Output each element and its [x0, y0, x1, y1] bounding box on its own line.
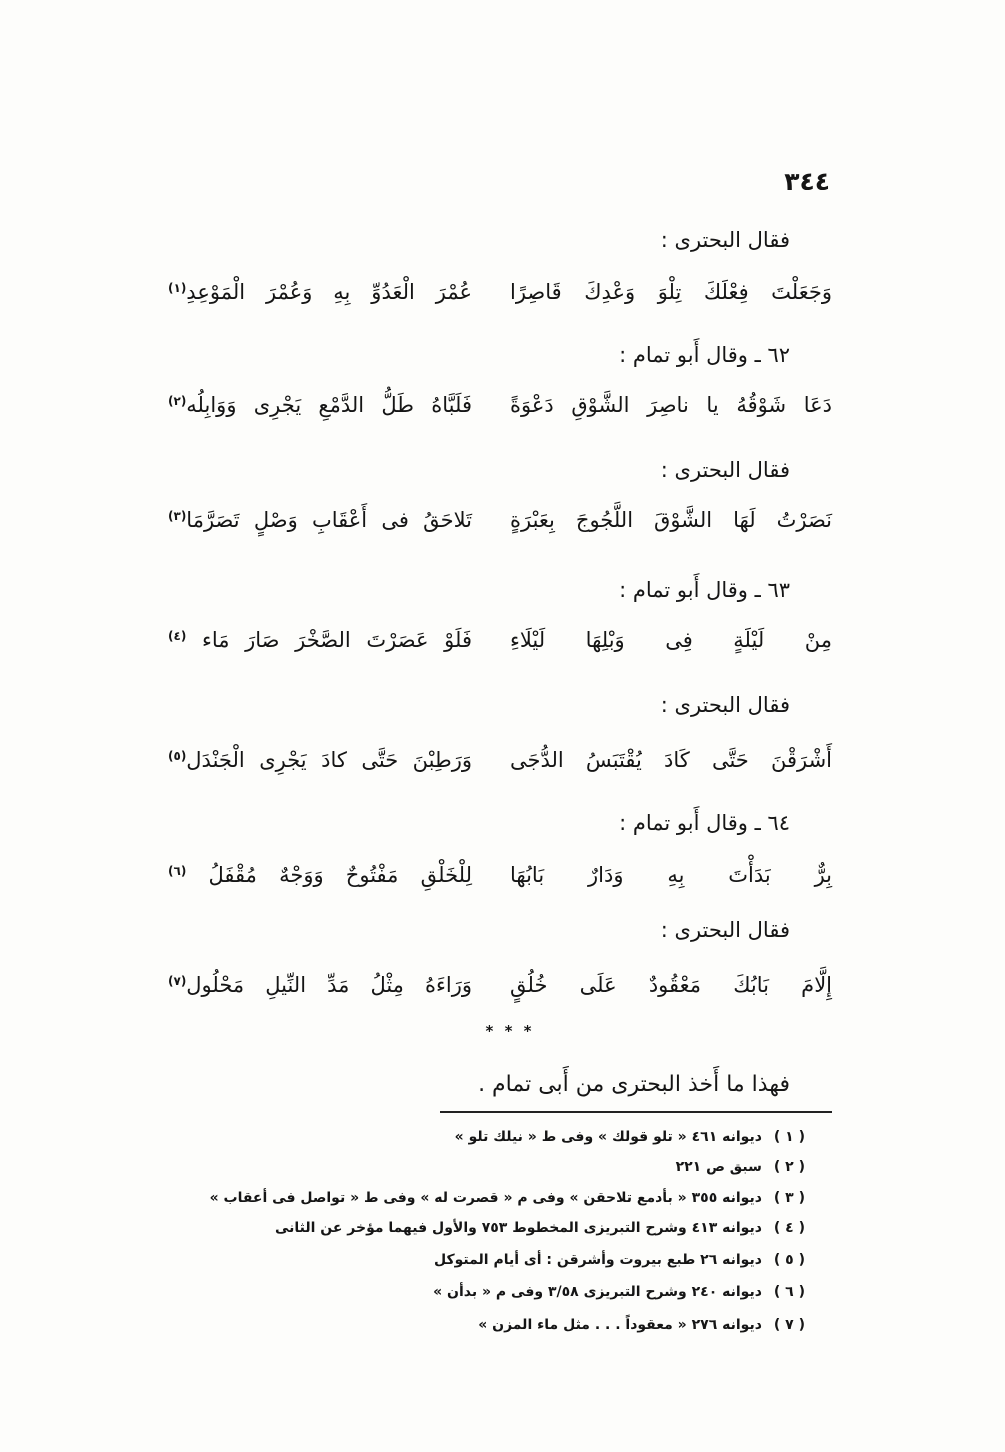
heading-line: فقال البحترى :	[660, 228, 790, 252]
verse-second-hemistich-text: عُمْرَ الْعَدُوِّ بِهِ وَعُمْرَ الْمَوْعِدِ	[186, 280, 472, 304]
verse-second-hemistich	[168, 272, 472, 315]
footnote-item	[433, 1280, 805, 1304]
verse-first-hemistich: إِلَّامَ بَابُكَ مَعْقُودٌ عَلَى خُلُقٍ	[510, 973, 832, 997]
footnote-ref: (٥)	[168, 749, 187, 763]
footnote-marker: ( ٣ )	[773, 1190, 805, 1206]
verse-second-hemistich-text: وَرَاءَهُ مِثْلُ مَدِّ النِّيلِ مَحْلُول	[186, 973, 472, 997]
footnote-text: ديوانه ٢٧٦ « معقوداً . . . مثل ماء المزن »	[478, 1317, 762, 1333]
footnote-ref: (٤)	[168, 629, 187, 643]
footnote-item	[275, 1216, 805, 1240]
footnote-marker: ( ٥ )	[773, 1252, 805, 1268]
footnote-ref: (٢)	[168, 394, 187, 408]
closing-line: فهذا ما أَخذ البحترى من أَبى تمام .	[478, 1072, 790, 1097]
verse	[0, 385, 1005, 425]
heading-line: فقال البحترى :	[660, 918, 790, 942]
verse-second-hemistich	[168, 620, 472, 663]
verse-second-hemistich-text: فَلَبَّاهُ طَلُّ الدَّمْعِ يَجْرِى وَوَابِلُه	[186, 393, 472, 417]
heading-line: ٦٤ ـ وقال أَبو تمام :	[619, 811, 790, 835]
verse	[0, 620, 1005, 660]
footnote-marker: ( ٧ )	[773, 1317, 805, 1333]
footnote-text: ديوانه ٤٦١ « تلو قولك » وفى ط « نيلك تلو »	[454, 1129, 762, 1145]
verse-first-hemistich: بِرٌّ بَدَأْتَ بِهِ وَدَارٌ بَابُهَا	[510, 863, 832, 887]
footnote-item	[210, 1186, 805, 1210]
footnote-rule	[440, 1111, 832, 1113]
verse-first-hemistich: أَشْرَقْنَ حَتَّى كَادَ يُقْتَبَسُ الدُّجَى	[510, 748, 832, 772]
footnote-ref: (٦)	[168, 864, 187, 878]
footnote-marker: ( ٢ )	[773, 1159, 805, 1175]
heading-line: فقال البحترى :	[660, 693, 790, 717]
verse	[0, 965, 1005, 1005]
verse	[0, 272, 1005, 312]
page-number: ٣٤٤	[784, 167, 830, 196]
heading-line: فقال البحترى :	[660, 458, 790, 482]
footnote-text: ديوانه ٣٥٥ « بأدمع تلاحقن » وفى م « قصرت له » وفى ط « تواصل فى أعقاب »	[209, 1190, 762, 1206]
footnote-text: ديوانه ٢٦ طبع بيروت وأشرقن : أى أيام المتوكل	[434, 1252, 762, 1268]
footnote-item	[455, 1125, 805, 1149]
verse-second-hemistich-text: وَرَطِبْنَ حَتَّى كادَ يَجْرِى الْجَنْدَل	[186, 748, 472, 772]
verse-second-hemistich	[168, 855, 472, 898]
footnote-text: سبق ص ٢٢١	[675, 1159, 762, 1175]
verse-second-hemistich	[168, 385, 472, 428]
verse-second-hemistich-text: تَلاحَقُ فى أَعْقَابِ وَصْلٍ تَصَرَّمَا	[186, 508, 472, 532]
footnote-item	[478, 1313, 805, 1337]
verse-first-hemistich: مِنْ لَيْلَةٍ فِى وَبْلِهَا لَيْلَاءِ	[510, 628, 832, 652]
verse-second-hemistich-text: فَلَوْ عَصَرْتَ الصَّخْرَ صَارَ مَاء	[201, 628, 472, 652]
footnote-marker: ( ١ )	[773, 1129, 805, 1145]
verse	[0, 855, 1005, 895]
footnote-text: ديوانه ٢٤٠ وشرح التبريزى ٣/٥٨ وفى م « بدأن »	[433, 1284, 762, 1300]
footnote-item	[434, 1248, 805, 1272]
verse-first-hemistich: نَصَرْتُ لَهَا الشَّوْقَ اللَّجُوجَ بِعَبْرَةٍ	[510, 508, 832, 532]
verse-first-hemistich: وَجَعَلْتَ فِعْلَكَ تِلْوَ وَعْدِكَ قَاصِرًا	[510, 280, 832, 304]
footnote-ref: (١)	[168, 281, 187, 295]
verse-second-hemistich	[168, 740, 472, 783]
heading-line: ٦٢ ـ وقال أَبو تمام :	[619, 343, 790, 367]
footnote-marker: ( ٤ )	[773, 1220, 805, 1236]
heading-line: ٦٣ ـ وقال أَبو تمام :	[619, 578, 790, 602]
verse-second-hemistich	[168, 500, 472, 543]
verse-second-hemistich	[168, 965, 472, 1008]
verse	[0, 500, 1005, 540]
separator-stars: * * *	[485, 1022, 535, 1040]
verse-first-hemistich: دَعَا شَوْقُهُ يا ناصِرَ الشَّوْقِ دَعْوَةً	[510, 393, 832, 417]
verse	[0, 740, 1005, 780]
verse-second-hemistich-text: لِلْخَلْقِ مَفْتُوحٌ وَوَجْهٌ مُقْفَلُ	[208, 863, 472, 887]
footnote-item	[676, 1155, 805, 1179]
footnote-ref: (٣)	[168, 509, 187, 523]
footnote-ref: (٧)	[168, 974, 187, 988]
footnote-marker: ( ٦ )	[773, 1284, 805, 1300]
footnote-text: ديوانه ٤١٣ وشرح التبريزى المخطوط ٧٥٣ والأول فيهما مؤخر عن الثانى	[274, 1220, 762, 1236]
